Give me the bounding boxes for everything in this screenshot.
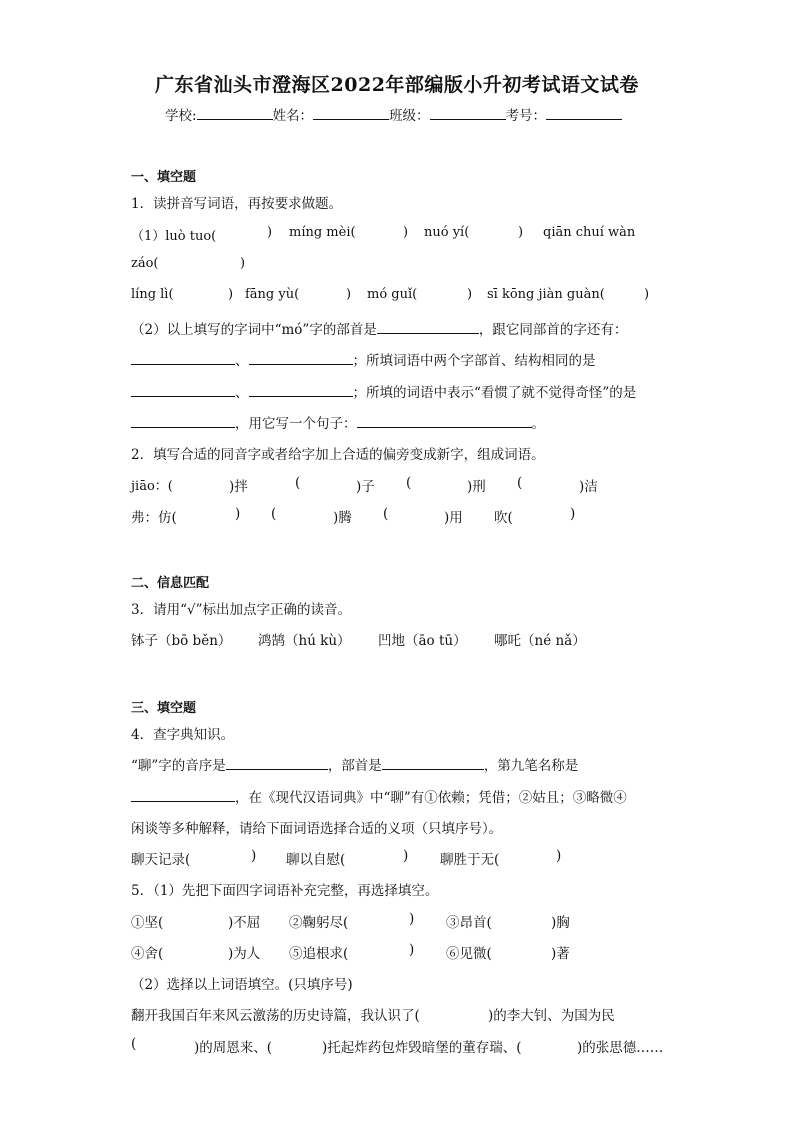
q4-bracket: ) [403, 848, 409, 864]
answer-blank[interactable] [131, 413, 235, 428]
q4-word: 聊以自慰( [286, 852, 346, 868]
exam-no-label: 考号： [505, 108, 547, 124]
q1-bracket: ) [518, 225, 524, 240]
q5-item: ②鞠躬尽( [289, 915, 349, 931]
q4-word: 聊天记录( [131, 852, 191, 868]
q2-item: ( [295, 475, 301, 491]
q2-item: ( [517, 475, 523, 491]
q4-bracket: ) [251, 848, 257, 864]
answer-blank[interactable] [249, 382, 353, 397]
q1-bracket: ) [267, 225, 273, 240]
question-5-stem: 5．（1）先把下面四字词语补充完整，再选择填空。 [131, 883, 439, 899]
answer-blank[interactable] [249, 350, 353, 365]
q5-item: ⑥见微( [446, 946, 492, 962]
answer-blank[interactable] [226, 755, 328, 770]
separator: 、 [235, 385, 249, 401]
class-label: 班级： [389, 108, 430, 124]
question-4-stem: 4．查字典知识。 [131, 727, 235, 743]
answer-blank[interactable] [382, 755, 484, 770]
q1-line5-text: ；所填词语中两个字部首、结构相同的是 [352, 353, 596, 369]
section-heading-1: 一、填空题 [131, 170, 197, 185]
q4-word: 聊胜于无( [440, 852, 500, 868]
question-1-stem: 1．读拼音写词语，再按要求做题。 [131, 196, 343, 212]
q2-item: )拌 [229, 479, 248, 495]
school-label: 学校: [165, 108, 197, 124]
q3-option[interactable]: 哪吒（né nǎ） [494, 633, 586, 649]
q5-item: ) [409, 911, 415, 927]
q5-item: )为人 [228, 946, 261, 962]
q4-line1 [131, 754, 578, 774]
q2-item: )子 [356, 479, 375, 495]
q5-text: )托起炸药包炸毁暗堡的董存瑞、( [322, 1040, 522, 1056]
q1-bracket: ) [346, 287, 352, 302]
answer-blank[interactable] [131, 382, 235, 397]
q1-bracket: ) [644, 287, 650, 302]
q5-text: ( [131, 1036, 137, 1052]
answer-blank[interactable] [357, 413, 532, 428]
q1-bracket: ) [403, 225, 409, 240]
answer-blank[interactable] [131, 787, 235, 802]
q5-item: ) [409, 942, 415, 958]
period: 。 [531, 416, 545, 432]
q3-option[interactable]: 凹地（āo tū） [378, 633, 467, 649]
q4-line2 [131, 786, 627, 806]
q2-item: )洁 [579, 479, 598, 495]
q5-item: ④舍( [131, 946, 164, 962]
q1-pinyin-item: qiān chuí wàn [543, 225, 636, 240]
q1-pinyin-item: fāng yù( [245, 287, 300, 302]
q5-text: )的李大钊、为国为民 [488, 1008, 615, 1024]
school-field[interactable] [197, 104, 273, 120]
exam-no-field[interactable] [546, 104, 622, 120]
q1-pinyin-item: nuó yí( [424, 225, 470, 240]
q1-bracket: ) [228, 287, 234, 302]
q2-item: ( [406, 475, 412, 491]
q2-item: ( [383, 506, 389, 522]
q5-item: ⑤追根求( [289, 946, 349, 962]
q5-text: 翻开我国百年来风云激荡的历史诗篇，我认识了( [131, 1008, 420, 1024]
q1-line6-text: ；所填的词语中表示“看惯了就不觉得奇怪”的是 [352, 385, 637, 401]
q1-line7 [131, 412, 545, 432]
q1-pinyin-item: sī kōng jiàn guàn( [487, 287, 605, 302]
q5-text: )的张思德…… [577, 1040, 664, 1056]
q5-part2: （2）选择以上词语填空。(只填序号) [131, 977, 353, 993]
q5-text: )的周恩来、( [194, 1040, 273, 1056]
page-title: 广东省汕头市澄海区2022年部编版小升初考试语文试卷 [155, 74, 639, 96]
answer-blank[interactable] [377, 319, 479, 334]
section-heading-3: 三、填空题 [131, 701, 197, 716]
q5-item: )不屈 [228, 915, 261, 931]
question-3-stem: 3．请用“√”标出加点字正确的读音。 [131, 602, 351, 618]
q1-bracket: ) [240, 256, 246, 271]
q1-pinyin-item: líng lì( [131, 287, 174, 302]
q2-item: jiāo：( [131, 479, 173, 494]
q2-item: ) [570, 506, 576, 522]
q2-item: 吹( [494, 510, 513, 526]
name-label: 姓名： [272, 108, 314, 124]
q2-item: )用 [444, 510, 463, 526]
q1-part2-text: （2）以上填写的字词中“mó”字的部首是 [131, 322, 377, 338]
q1-line5 [131, 349, 596, 369]
q2-item: )刑 [467, 479, 486, 495]
question-2-stem: 2．填写合适的同音字或者给字加上合适的偏旁变成新字，组成词语。 [131, 447, 545, 463]
q1-pinyin-item: mó guǐ( [367, 287, 418, 302]
q2-item: )腾 [333, 510, 352, 526]
q5-item: )胸 [551, 915, 570, 931]
q4-text: “聊”字的音序是 [131, 758, 226, 774]
q5-item: ①坚( [131, 915, 164, 931]
q5-item: )著 [551, 946, 570, 962]
q1-pinyin-item: míng mèi( [289, 225, 356, 240]
q4-text: ，第九笔名称是 [483, 758, 579, 774]
q1-bracket: ) [467, 287, 473, 302]
q1-line6 [131, 381, 636, 401]
q1-pinyin-item: （1）luò tuo( [131, 229, 217, 244]
student-info-line [165, 104, 622, 124]
q4-text: ，部首是 [327, 758, 382, 774]
q3-option[interactable]: 钵子（bō běn） [131, 633, 232, 649]
q1-part2 [131, 318, 627, 338]
q4-text: ，在《现代汉语词典》中“聊”有①依赖；凭借；②姑且；③略微④ [235, 790, 627, 806]
separator: 、 [235, 353, 249, 369]
q1-line7-text: ，用它写一个句子： [235, 416, 357, 432]
q4-bracket: ) [556, 848, 562, 864]
q2-item: ) [235, 506, 241, 522]
q2-item: 弗：仿( [131, 510, 177, 526]
class-field[interactable] [430, 104, 506, 120]
q2-item: ( [271, 506, 277, 522]
q4-line3: 闲谈等多种解释，请给下面词语选择合适的义项（只填序号）。 [131, 821, 503, 837]
q1-pinyin-item: záo( [131, 256, 159, 271]
q1-part2-end: ，跟它同部首的字还有： [478, 322, 628, 338]
name-field[interactable] [313, 104, 389, 120]
q5-item: ③昂首( [446, 915, 492, 931]
q3-option[interactable]: 鸿鹄（hú kù） [258, 633, 351, 649]
answer-blank[interactable] [131, 350, 235, 365]
section-heading-2: 二、信息匹配 [131, 576, 210, 591]
